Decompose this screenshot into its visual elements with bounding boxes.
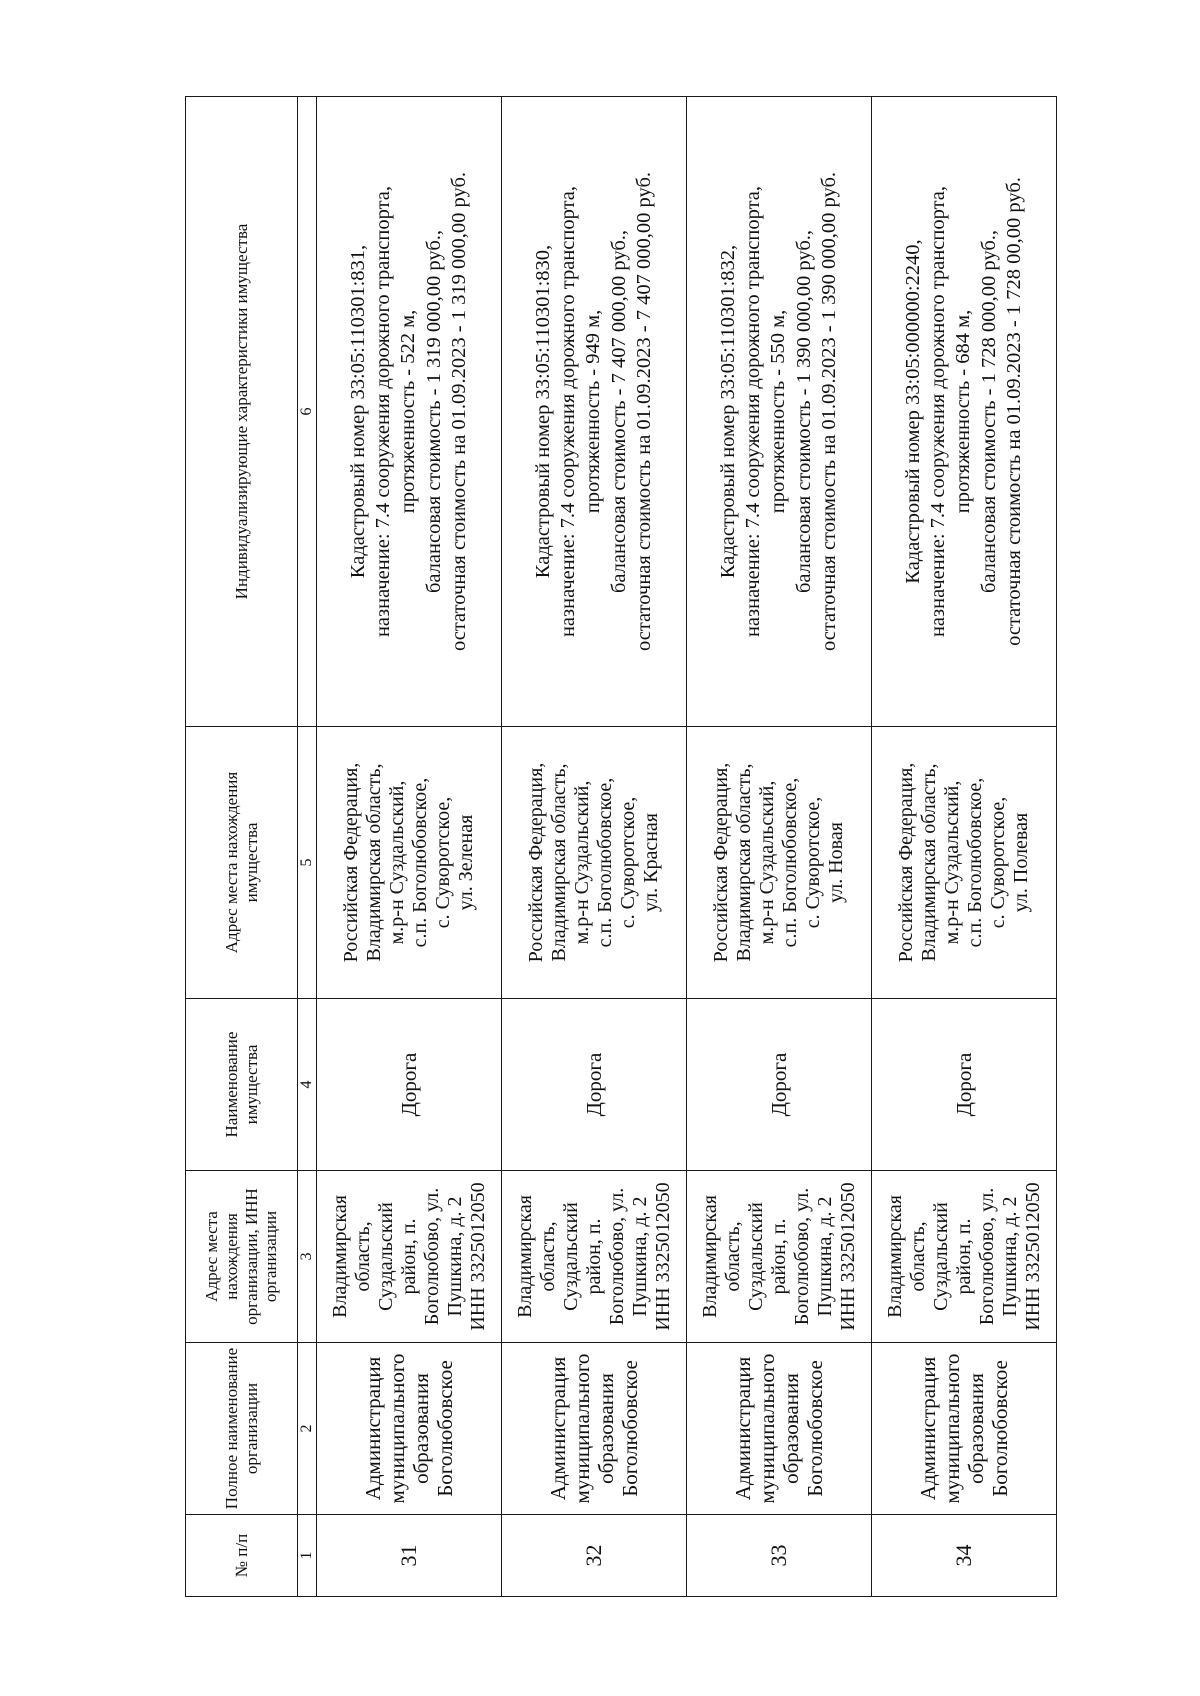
text-line: балансовая стоимость - 1 319 000,00 руб., <box>422 229 445 594</box>
text-line: муниципального <box>569 1353 594 1504</box>
text-line: образования <box>409 1373 433 1484</box>
property-table <box>185 96 1057 1597</box>
row-number: 31 <box>317 1515 502 1597</box>
text-line: ул. Новая <box>825 822 847 903</box>
text-line: Российская Федерация, <box>525 762 547 963</box>
text-line: Администрация <box>915 1356 940 1501</box>
text-line: ул. Красная <box>640 813 662 912</box>
text-line: Суздальский <box>744 1202 767 1311</box>
text-line: Владимирская область, <box>548 763 570 962</box>
text-line: остаточная стоимость на 01.09.2023 - 1 319 000,00 руб. <box>447 171 470 652</box>
org-address-cell <box>872 1171 1057 1343</box>
table-row <box>502 97 687 1597</box>
text-line: ул. Полевая <box>1010 812 1032 913</box>
text-line: образования <box>779 1373 803 1484</box>
text-line: назначение: 7.4 сооружения дорожного транспорта, <box>557 185 580 638</box>
text-line: ИНН 3325012050 <box>466 1182 489 1331</box>
header-property-name: Наименование имущества <box>186 999 298 1171</box>
column-number-row <box>298 97 317 1597</box>
text-line: с. Суворотское, <box>617 796 639 929</box>
text-line: с.п. Боголюбовское, <box>964 777 986 948</box>
text-line: Администрация <box>545 1356 570 1501</box>
text-line: Администрация <box>730 1356 755 1501</box>
table-body <box>317 97 1057 1597</box>
org-name-cell <box>687 1343 872 1515</box>
text-line: м.р-н Суздальский, <box>571 780 593 945</box>
text-line: Суздальский <box>559 1202 582 1311</box>
text-line: Суздальский <box>374 1202 397 1311</box>
text-line: Владимирская область, <box>363 763 385 962</box>
property-name-cell: Дорога <box>317 999 502 1171</box>
text-line: с. Суворотское, <box>802 796 824 929</box>
text-line: Пушкина, д. 2 <box>998 1196 1021 1317</box>
header-num: № п/п <box>186 1515 298 1597</box>
text-line: с. Суворотское, <box>432 796 454 929</box>
characteristics-cell <box>687 97 872 727</box>
text-line: муниципального <box>384 1353 409 1504</box>
text-line: протяженность - 522 м, <box>397 309 420 514</box>
table-row <box>872 97 1057 1597</box>
text-line: область, <box>351 1221 374 1292</box>
org-name-cell <box>317 1343 502 1515</box>
text-line: Российская Федерация, <box>340 762 362 963</box>
text-line: с.п. Боголюбовское, <box>779 777 801 948</box>
column-number: 1 <box>298 1515 317 1597</box>
org-name-cell <box>502 1343 687 1515</box>
property-address-cell <box>502 727 687 999</box>
text-line: область, <box>721 1221 744 1292</box>
text-line: Пушкина, д. 2 <box>813 1196 836 1317</box>
table-row <box>317 97 502 1597</box>
text-line: Пушкина, д. 2 <box>443 1196 466 1317</box>
text-line: м.р-н Суздальский, <box>941 780 963 945</box>
text-line: Пушкина, д. 2 <box>628 1196 651 1317</box>
header-property-address: Адрес места нахождения имущества <box>186 727 298 999</box>
header-characteristics: Индивидуализирующие характеристики имущества <box>186 97 298 727</box>
property-address-cell <box>872 727 1057 999</box>
column-number: 5 <box>298 727 317 999</box>
text-line: Владимирская <box>698 1195 721 1318</box>
text-line: район, п. <box>582 1218 605 1295</box>
text-line: Боголюбово, ул. <box>790 1187 813 1326</box>
text-line: область, <box>536 1221 559 1292</box>
text-line: Кадастровый номер 33:05:000000:2240, <box>901 239 924 584</box>
column-number: 4 <box>298 999 317 1171</box>
text-line: Владимирская <box>513 1195 536 1318</box>
text-line: протяженность - 684 м, <box>952 309 975 514</box>
text-line: Кадастровый номер 33:05:110301:832, <box>716 244 739 579</box>
text-line: м.р-н Суздальский, <box>756 780 778 945</box>
rotated-page <box>185 97 1075 1597</box>
text-line: остаточная стоимость на 01.09.2023 - 1 728 00,00 руб. <box>1002 177 1025 646</box>
text-line: Кадастровый номер 33:05:110301:831, <box>346 244 369 579</box>
text-line: Российская Федерация, <box>895 762 917 963</box>
text-line: образования <box>594 1373 618 1484</box>
header-row <box>186 97 298 1597</box>
text-line: район, п. <box>952 1218 975 1295</box>
text-line: ул. Зеленая <box>455 814 477 911</box>
text-line: остаточная стоимость на 01.09.2023 - 1 390 000,00 руб. <box>817 171 840 652</box>
org-address-cell <box>317 1171 502 1343</box>
column-number: 2 <box>298 1343 317 1515</box>
text-line: назначение: 7.4 сооружения дорожного транспорта, <box>927 185 950 638</box>
text-line: балансовая стоимость - 7 407 000,00 руб., <box>607 229 630 594</box>
text-line: протяженность - 550 м, <box>767 309 790 514</box>
text-line: назначение: 7.4 сооружения дорожного транспорта, <box>742 185 765 638</box>
text-line: с.п. Боголюбовское, <box>594 777 616 948</box>
text-line: муниципального <box>939 1353 964 1504</box>
text-line: Владимирская область, <box>918 763 940 962</box>
text-line: остаточная стоимость на 01.09.2023 - 7 407 000,00 руб. <box>632 171 655 652</box>
text-line: район, п. <box>397 1218 420 1295</box>
text-line: муниципального <box>754 1353 779 1504</box>
row-number: 33 <box>687 1515 872 1597</box>
property-address-cell <box>317 727 502 999</box>
text-line: Администрация <box>360 1356 385 1501</box>
text-line: ИНН 3325012050 <box>651 1182 674 1331</box>
text-line: район, п. <box>767 1218 790 1295</box>
text-line: образования <box>964 1373 988 1484</box>
characteristics-cell <box>872 97 1057 727</box>
property-address-cell <box>687 727 872 999</box>
text-line: Российская Федерация, <box>710 762 732 963</box>
org-address-cell <box>687 1171 872 1343</box>
property-name-cell: Дорога <box>872 999 1057 1171</box>
text-line: балансовая стоимость - 1 390 000,00 руб., <box>792 229 815 594</box>
org-name-cell <box>872 1343 1057 1515</box>
row-number: 32 <box>502 1515 687 1597</box>
header-org-name: Полное наименование организации <box>186 1343 298 1515</box>
text-line: балансовая стоимость - 1 728 000,00 руб., <box>977 229 1000 594</box>
characteristics-cell <box>502 97 687 727</box>
text-line: Боголюбовское <box>803 1360 828 1497</box>
property-name-cell: Дорога <box>687 999 872 1171</box>
text-line: Кадастровый номер 33:05:110301:830, <box>531 244 554 579</box>
text-line: Боголюбово, ул. <box>975 1187 998 1326</box>
text-line: ИНН 3325012050 <box>1021 1182 1044 1331</box>
text-line: Суздальский <box>929 1202 952 1311</box>
text-line: Боголюбово, ул. <box>605 1187 628 1326</box>
text-line: с. Суворотское, <box>987 796 1009 929</box>
characteristics-cell <box>317 97 502 727</box>
text-line: Владимирская область, <box>733 763 755 962</box>
header-org-address: Адрес места нахождения организации, ИНН организации <box>186 1171 298 1343</box>
text-line: Владимирская <box>328 1195 351 1318</box>
text-line: Владимирская <box>883 1195 906 1318</box>
text-line: Боголюбовское <box>988 1360 1013 1497</box>
column-number: 6 <box>298 97 317 727</box>
text-line: назначение: 7.4 сооружения дорожного транспорта, <box>372 185 395 638</box>
row-number: 34 <box>872 1515 1057 1597</box>
text-line: с.п. Боголюбовское, <box>409 777 431 948</box>
text-line: м.р-н Суздальский, <box>386 780 408 945</box>
table-row <box>687 97 872 1597</box>
text-line: область, <box>906 1221 929 1292</box>
text-line: Боголюбовское <box>618 1360 643 1497</box>
text-line: Боголюбово, ул. <box>420 1187 443 1326</box>
text-line: Боголюбовское <box>433 1360 458 1497</box>
org-address-cell <box>502 1171 687 1343</box>
text-line: ИНН 3325012050 <box>836 1182 859 1331</box>
text-line: протяженность - 949 м, <box>582 309 605 514</box>
column-number: 3 <box>298 1171 317 1343</box>
property-name-cell: Дорога <box>502 999 687 1171</box>
